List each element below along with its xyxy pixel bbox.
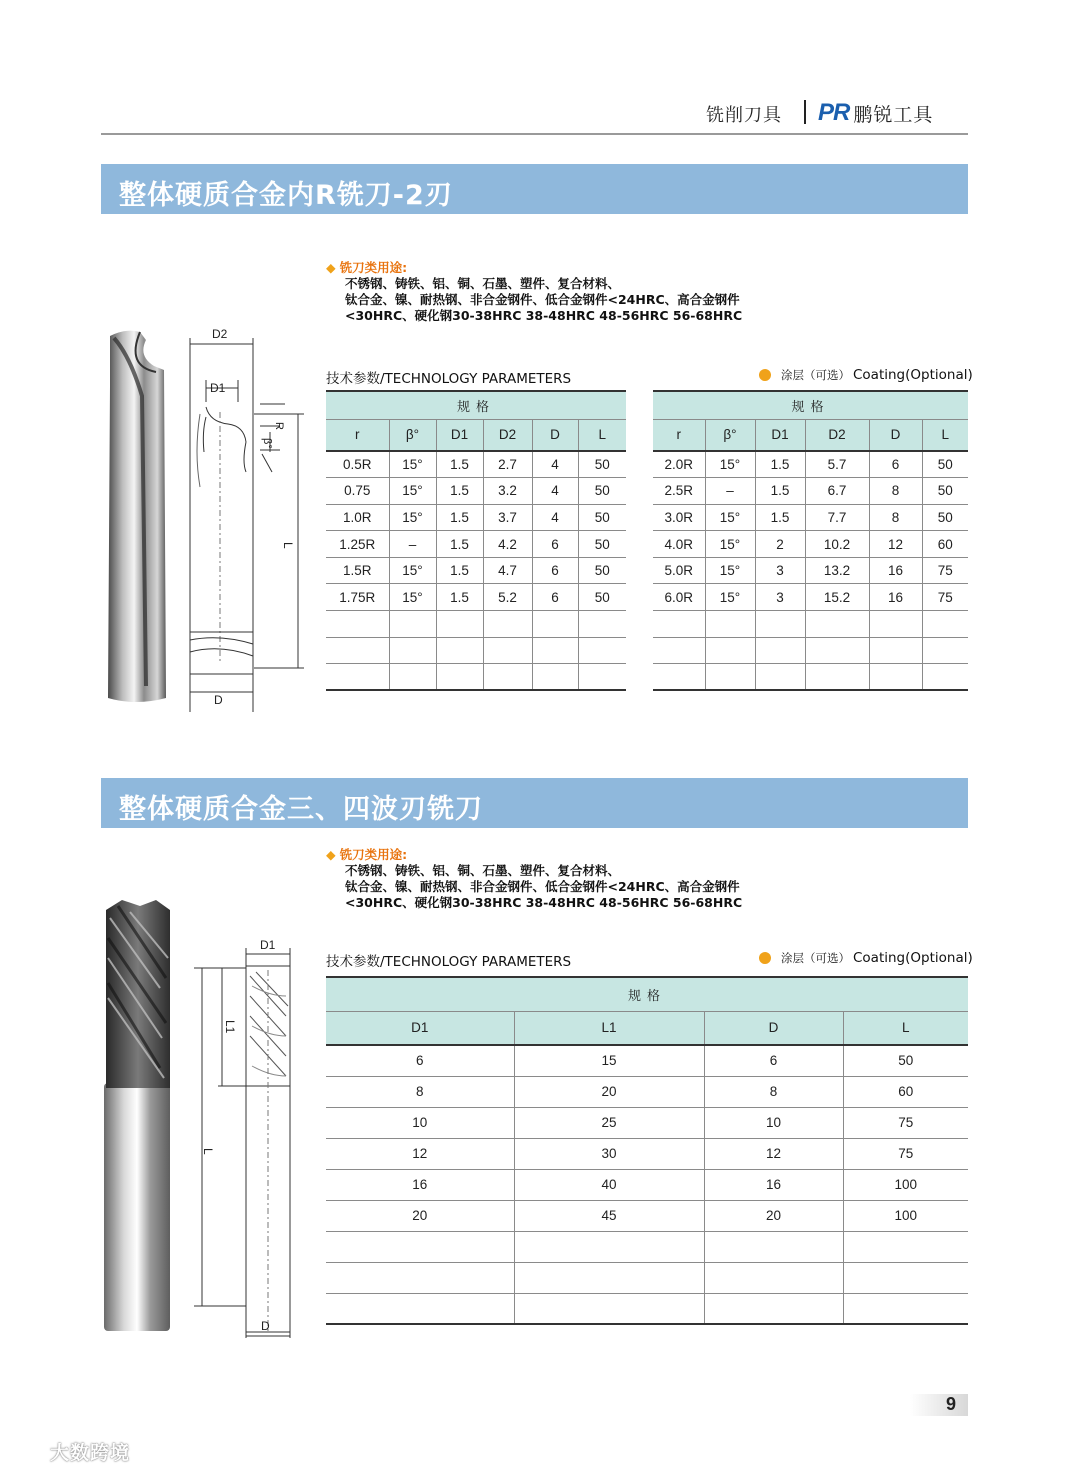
section1-tech-label: 技术参数/TECHNOLOGY PARAMETERS	[326, 371, 572, 387]
cell-beta: 15°	[705, 531, 755, 558]
section2-title: 整体硬质合金三、四波刃铣刀	[119, 794, 483, 825]
cell-d2	[805, 664, 869, 691]
section2-banner	[101, 778, 968, 828]
cell-d: 20	[704, 1200, 843, 1231]
cell-d2: 4.7	[483, 557, 532, 584]
table-row	[653, 637, 968, 664]
cell-d1	[326, 1231, 514, 1262]
cell-l: 50	[578, 584, 626, 611]
spec-table-right	[653, 390, 968, 691]
cell-l: 60	[843, 1076, 968, 1107]
spec-header: 规格	[326, 391, 626, 419]
cell-d1: 3	[755, 584, 805, 611]
coating-label-en: Coating(Optional)	[853, 367, 973, 383]
cell-d2	[805, 611, 869, 638]
cell-d1: 1.5	[436, 531, 483, 558]
cell-l	[843, 1262, 968, 1293]
coating-label-en: Coating(Optional)	[853, 950, 973, 966]
col-header-d: D	[704, 1011, 843, 1045]
watermark-logo-icon	[10, 1441, 44, 1463]
cell-d: 4	[532, 451, 578, 478]
diagram-label-r: R	[273, 422, 285, 430]
cell-l1: 25	[514, 1107, 704, 1138]
inner-r-cutter-drawing	[180, 322, 310, 714]
cell-beta	[705, 637, 755, 664]
cell-l: 60	[922, 531, 968, 558]
cell-d1: 1.5	[755, 478, 805, 505]
table-row	[326, 1045, 968, 1076]
cell-d2: 7.7	[805, 504, 869, 531]
table-row	[326, 1076, 968, 1107]
table-row	[653, 531, 968, 558]
cell-d: 16	[704, 1169, 843, 1200]
cell-beta: 15°	[705, 584, 755, 611]
cell-r: 3.0R	[653, 504, 705, 531]
col-header-r: r	[326, 419, 389, 451]
section2-usage	[326, 847, 742, 911]
cell-d1: 1.5	[436, 584, 483, 611]
cell-l: 50	[843, 1045, 968, 1076]
coating-label-zh: 涂层（可选）	[781, 951, 850, 965]
coating-dot-icon	[759, 952, 771, 964]
cell-d2: 2.7	[483, 451, 532, 478]
cell-beta: 15°	[705, 451, 755, 478]
cell-d	[869, 611, 922, 638]
table-row	[653, 664, 968, 691]
cell-d1: 2	[755, 531, 805, 558]
coating-dot-icon	[759, 369, 771, 381]
cell-d2: 15.2	[805, 584, 869, 611]
cell-l1	[514, 1231, 704, 1262]
cell-r	[653, 611, 705, 638]
cell-l: 75	[922, 557, 968, 584]
section1-coating	[759, 367, 973, 383]
page-number-bar	[910, 1394, 968, 1416]
brand-logo	[818, 98, 933, 128]
cell-beta	[705, 611, 755, 638]
table-row	[326, 1200, 968, 1231]
watermark-text: 大数跨境	[50, 1442, 131, 1464]
cell-d2: 3.7	[483, 504, 532, 531]
table-row	[326, 478, 626, 505]
cell-d: 4	[532, 478, 578, 505]
table-row	[653, 478, 968, 505]
spec-table-left	[326, 390, 626, 691]
page-number: 9	[946, 1394, 957, 1414]
cell-d: 16	[869, 557, 922, 584]
table-row	[653, 451, 968, 478]
section2-usage-line: 不锈钢、铸铁、铝、铜、石墨、塑件、复合材料、	[345, 863, 621, 878]
section1-title: 整体硬质合金内R铣刀-2刃	[119, 180, 453, 211]
section1-usage-title: 铣刀类用途:	[339, 260, 408, 275]
spec-header: 规格	[326, 977, 968, 1011]
cell-r: 5.0R	[653, 557, 705, 584]
inner-r-cutter-photo	[96, 326, 176, 704]
section1-usage-line: 不锈钢、铸铁、铝、铜、石墨、塑件、复合材料、	[345, 276, 621, 291]
cell-d1: 12	[326, 1138, 514, 1169]
cell-r: 1.5R	[326, 557, 389, 584]
cell-r	[326, 637, 389, 664]
diagram-label-l: L	[201, 1148, 215, 1155]
cell-d2	[483, 611, 532, 638]
cell-beta	[389, 664, 436, 691]
cell-d: 8	[869, 504, 922, 531]
col-header-l1: L1	[514, 1011, 704, 1045]
cell-beta	[389, 611, 436, 638]
cell-d: 16	[869, 584, 922, 611]
cell-beta: 15°	[389, 451, 436, 478]
cell-d: 6	[532, 584, 578, 611]
cell-d	[869, 664, 922, 691]
cell-d1: 1.5	[436, 557, 483, 584]
cell-d: 12	[704, 1138, 843, 1169]
cell-l	[578, 611, 626, 638]
cell-l1: 20	[514, 1076, 704, 1107]
section2-usage-line: 钛合金、镍、耐热钢、非合金钢件、低合金钢件<24HRC、高合金钢件	[345, 879, 740, 894]
cell-d1	[326, 1293, 514, 1324]
table-row	[326, 637, 626, 664]
cell-d1	[436, 664, 483, 691]
cell-r: 1.75R	[326, 584, 389, 611]
col-header-d1: D1	[326, 1011, 514, 1045]
cell-d1: 1.5	[755, 451, 805, 478]
table-row	[326, 1169, 968, 1200]
col-header-l: L	[843, 1011, 968, 1045]
cell-r: 0.5R	[326, 451, 389, 478]
section2-coating	[759, 950, 973, 966]
table-row	[326, 1138, 968, 1169]
table-row	[326, 1262, 968, 1293]
table-row	[326, 1231, 968, 1262]
cell-l: 50	[922, 504, 968, 531]
cell-beta: 15°	[705, 557, 755, 584]
cell-d1	[326, 1262, 514, 1293]
cell-beta	[705, 664, 755, 691]
table-row	[326, 1293, 968, 1324]
spec-header: 规格	[653, 391, 968, 419]
table-row	[653, 504, 968, 531]
cell-l: 75	[922, 584, 968, 611]
cell-d2	[483, 637, 532, 664]
cell-l	[922, 611, 968, 638]
cell-beta: 15°	[389, 584, 436, 611]
cell-d: 6	[532, 531, 578, 558]
table-row	[653, 557, 968, 584]
cell-d	[869, 637, 922, 664]
cell-d2: 3.2	[483, 478, 532, 505]
cell-l	[843, 1293, 968, 1324]
cell-beta: 15°	[705, 504, 755, 531]
cell-d1	[436, 611, 483, 638]
header-separator	[804, 100, 806, 124]
col-header-r: r	[653, 419, 705, 451]
cell-d2: 6.7	[805, 478, 869, 505]
cell-d1	[436, 637, 483, 664]
diagram-label-d: D	[261, 1319, 270, 1333]
cell-d1	[755, 611, 805, 638]
header-rule	[101, 133, 968, 135]
cell-d1: 1.5	[755, 504, 805, 531]
cell-d1: 1.5	[436, 504, 483, 531]
cell-l	[922, 664, 968, 691]
cell-d	[704, 1262, 843, 1293]
cell-l	[578, 664, 626, 691]
table-row	[326, 1107, 968, 1138]
logo-mark: PR	[818, 99, 850, 126]
header-category: 铣削刀具	[706, 105, 782, 126]
cell-d	[532, 664, 578, 691]
diagram-label-d2: D2	[212, 327, 228, 341]
cell-d1: 10	[326, 1107, 514, 1138]
table-row	[326, 584, 626, 611]
cell-d1: 8	[326, 1076, 514, 1107]
table-row	[326, 557, 626, 584]
cell-d	[704, 1231, 843, 1262]
cell-l: 100	[843, 1169, 968, 1200]
cell-d2: 5.2	[483, 584, 532, 611]
diagram-label-beta: β°	[261, 438, 273, 449]
cell-d1: 20	[326, 1200, 514, 1231]
cell-r	[326, 611, 389, 638]
coating-label-zh: 涂层（可选）	[781, 368, 850, 382]
cell-r: 1.25R	[326, 531, 389, 558]
section1-banner	[101, 164, 968, 214]
section2-tech-label: 技术参数/TECHNOLOGY PARAMETERS	[326, 954, 572, 970]
col-header-l: L	[578, 419, 626, 451]
col-header-d: D	[532, 419, 578, 451]
cell-l1: 40	[514, 1169, 704, 1200]
cell-r: 6.0R	[653, 584, 705, 611]
cell-d2: 4.2	[483, 531, 532, 558]
section2-usage-title: 铣刀类用途:	[339, 847, 408, 862]
cell-d	[532, 637, 578, 664]
cell-d: 6	[704, 1045, 843, 1076]
cell-l: 50	[578, 478, 626, 505]
cell-beta: –	[705, 478, 755, 505]
col-header-d2: D2	[805, 419, 869, 451]
col-header-d: D	[869, 419, 922, 451]
cell-l: 50	[578, 504, 626, 531]
cell-l: 50	[578, 451, 626, 478]
cell-l: 50	[578, 557, 626, 584]
cell-d: 6	[869, 451, 922, 478]
cell-d1	[755, 664, 805, 691]
cell-d: 10	[704, 1107, 843, 1138]
bullet-icon: ◆	[326, 847, 336, 862]
cell-beta	[389, 637, 436, 664]
cell-l1: 15	[514, 1045, 704, 1076]
cell-d: 6	[532, 557, 578, 584]
diagram-label-l: L	[281, 542, 295, 549]
wave-cutter-spec-table	[326, 976, 968, 1325]
cell-d	[704, 1293, 843, 1324]
col-header-d1: D1	[436, 419, 483, 451]
col-header-l: L	[922, 419, 968, 451]
cell-r	[326, 664, 389, 691]
cell-r: 2.0R	[653, 451, 705, 478]
section1-usage	[326, 260, 742, 324]
table-row	[326, 504, 626, 531]
cell-r	[653, 637, 705, 664]
cell-l: 50	[578, 531, 626, 558]
watermark	[10, 1438, 130, 1465]
cell-l: 75	[843, 1107, 968, 1138]
bullet-icon: ◆	[326, 260, 336, 275]
col-header-d1: D1	[755, 419, 805, 451]
cell-beta: –	[389, 531, 436, 558]
cell-d2	[483, 664, 532, 691]
col-header-d2: D2	[483, 419, 532, 451]
cell-d2: 5.7	[805, 451, 869, 478]
cell-beta: 15°	[389, 478, 436, 505]
cell-l1: 45	[514, 1200, 704, 1231]
table-row	[326, 611, 626, 638]
cell-d1: 1.5	[436, 478, 483, 505]
diagram-label-d: D	[214, 693, 223, 707]
cell-l1	[514, 1262, 704, 1293]
cell-d2: 13.2	[805, 557, 869, 584]
cell-d: 8	[704, 1076, 843, 1107]
cell-l	[578, 637, 626, 664]
diagram-label-d1: D1	[210, 381, 226, 395]
cell-r	[653, 664, 705, 691]
cell-r: 2.5R	[653, 478, 705, 505]
cell-l: 75	[843, 1138, 968, 1169]
col-header-beta: β°	[389, 419, 436, 451]
cell-d1	[755, 637, 805, 664]
roughing-cutter-photo	[100, 898, 176, 1334]
col-header-beta: β°	[705, 419, 755, 451]
cell-r: 0.75	[326, 478, 389, 505]
cell-d1: 3	[755, 557, 805, 584]
section1-usage-line: <30HRC、硬化钢30-38HRC 38-48HRC 48-56HRC 56-68HRC	[345, 308, 743, 323]
cell-l1: 30	[514, 1138, 704, 1169]
table-row	[326, 451, 626, 478]
cell-d1: 16	[326, 1169, 514, 1200]
cell-l: 50	[922, 478, 968, 505]
cell-l: 100	[843, 1200, 968, 1231]
table-row	[326, 531, 626, 558]
brand-name: 鹏锐工具	[853, 103, 934, 126]
table-row	[653, 584, 968, 611]
section2-usage-line: <30HRC、硬化钢30-38HRC 38-48HRC 48-56HRC 56-68HRC	[345, 895, 743, 910]
cell-d1: 6	[326, 1045, 514, 1076]
cell-d: 4	[532, 504, 578, 531]
cell-beta: 15°	[389, 504, 436, 531]
diagram-label-l1: L1	[223, 1020, 237, 1034]
cell-beta: 15°	[389, 557, 436, 584]
roughing-cutter-drawing	[190, 936, 300, 1338]
cell-r: 4.0R	[653, 531, 705, 558]
section1-usage-line: 钛合金、镍、耐热钢、非合金钢件、低合金钢件<24HRC、高合金钢件	[345, 292, 740, 307]
cell-d2	[805, 637, 869, 664]
cell-d2: 10.2	[805, 531, 869, 558]
cell-l	[922, 637, 968, 664]
cell-d: 12	[869, 531, 922, 558]
cell-l1	[514, 1293, 704, 1324]
cell-r: 1.0R	[326, 504, 389, 531]
diagram-label-d1: D1	[260, 938, 276, 952]
cell-l: 50	[922, 451, 968, 478]
cell-d	[532, 611, 578, 638]
cell-d1: 1.5	[436, 451, 483, 478]
cell-l	[843, 1231, 968, 1262]
table-row	[326, 664, 626, 691]
cell-d: 8	[869, 478, 922, 505]
table-row	[653, 611, 968, 638]
